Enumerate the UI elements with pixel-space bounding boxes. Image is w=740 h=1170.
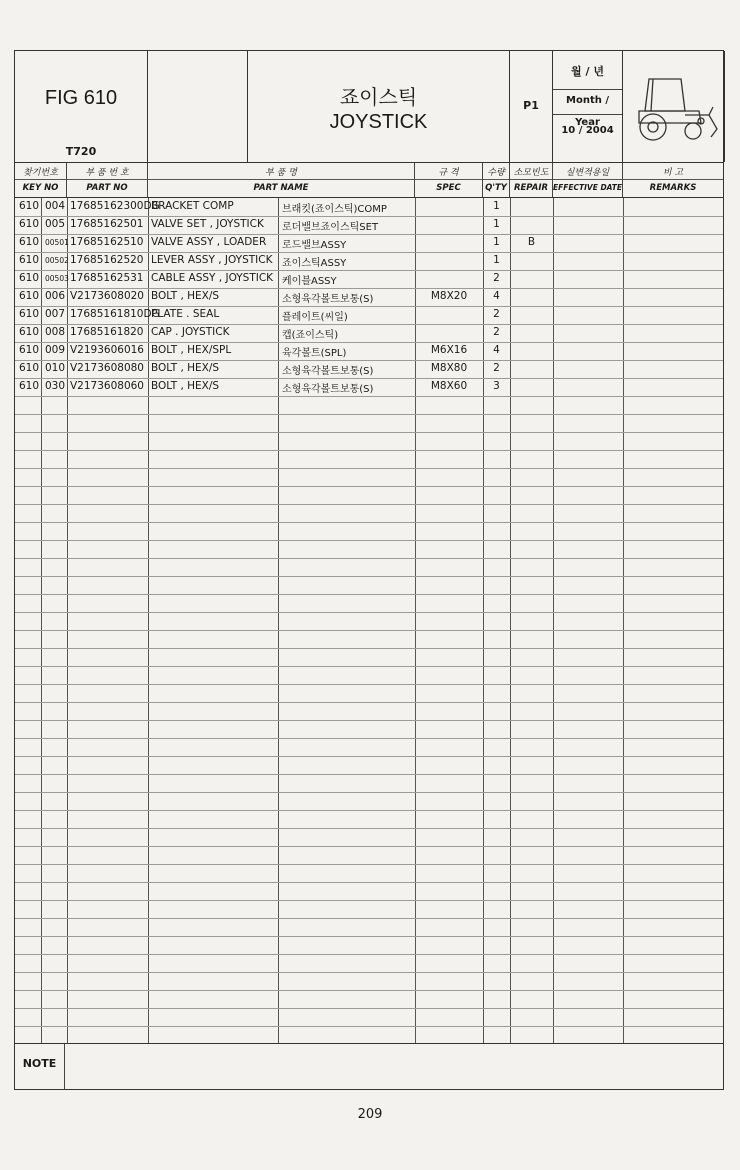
part-name: VALVE ASSY , LOADER (151, 236, 267, 248)
part-name-korean: 캡(죠이스틱) (282, 330, 339, 341)
fig-number: 610 (19, 290, 40, 302)
quantity: 2 (493, 308, 500, 320)
part-name: PLATE . SEAL (151, 308, 220, 320)
key-number: 00502 (45, 256, 69, 265)
table-row (15, 324, 723, 342)
quantity: 2 (493, 362, 500, 374)
table-row (15, 360, 723, 378)
part-number: 17685161810DG (70, 308, 160, 320)
key-number: 009 (45, 344, 66, 356)
key-number: 00501 (45, 238, 69, 247)
title-english: JOYSTICK (329, 111, 428, 133)
fig-number: 610 (19, 200, 40, 212)
fig-number: 610 (19, 380, 40, 392)
month-year-korean: 월 / 년 (571, 65, 604, 78)
quantity: 1 (493, 254, 500, 266)
col-effective-date: 실변적용일 EFFECTIVE DATE (553, 163, 623, 197)
part-name: LEVER ASSY , JOYSTICK (151, 254, 273, 266)
part-number: 17685162501 (70, 218, 144, 230)
spec: M8X20 (430, 290, 468, 302)
tractor-with-loader-icon (629, 71, 721, 143)
key-number: 030 (45, 380, 66, 392)
key-number: 004 (45, 200, 66, 212)
part-name-korean: 로더밸브죠이스틱SET (282, 222, 379, 233)
tractor-box (623, 51, 725, 162)
part-number: 17685162510 (70, 236, 144, 248)
quantity: 3 (493, 380, 500, 392)
note-label: NOTE (15, 1044, 65, 1089)
fig-number: 610 (19, 362, 40, 374)
part-number: 17685162300DG (70, 200, 160, 212)
table-row (15, 198, 723, 216)
quantity: 2 (493, 272, 500, 284)
col-key-no: 찾기번호 KEY NO (15, 163, 67, 197)
parts-rows (15, 198, 723, 396)
table-row (15, 270, 723, 288)
show-through-box (148, 51, 248, 162)
fig-number: 610 (19, 236, 40, 248)
col-part-no: 부 품 번 호 PART NO (67, 163, 148, 197)
table-row (15, 288, 723, 306)
key-number: 006 (45, 290, 66, 302)
fig-number: 610 (19, 308, 40, 320)
fig-number: 610 (19, 254, 40, 266)
spec: M6X16 (430, 344, 468, 356)
part-name-korean: 소형육각볼트보통(S) (282, 366, 374, 377)
table-row (15, 216, 723, 234)
title-box (248, 51, 510, 162)
quantity: 4 (493, 290, 500, 302)
part-name: BOLT , HEX/SPL (151, 344, 232, 356)
key-number: 008 (45, 326, 66, 338)
quantity: 1 (493, 236, 500, 248)
key-number: 007 (45, 308, 66, 320)
page-box (510, 51, 553, 162)
part-name: BOLT , HEX/S (151, 380, 220, 392)
parts-sheet (14, 50, 724, 1090)
note-box (15, 1043, 723, 1089)
parts-table (15, 198, 723, 1043)
fig-number: 610 (19, 344, 40, 356)
part-name: BOLT , HEX/S (151, 290, 220, 302)
part-number: V2173608020 (70, 290, 144, 302)
col-qty: 수량 Q'TY (483, 163, 510, 197)
part-number: 17685162531 (70, 272, 144, 284)
part-name: BRACKET COMP (151, 200, 234, 212)
table-row (15, 378, 723, 396)
part-name: VALVE SET , JOYSTICK (151, 218, 264, 230)
part-name: BOLT , HEX/S (151, 362, 220, 374)
quantity: 2 (493, 326, 500, 338)
fig-number: 610 (19, 326, 40, 338)
part-number: 17685161820 (70, 326, 144, 338)
month-year-label: Month / Year (553, 89, 622, 115)
part-name-korean: 로드밸브ASSY (282, 240, 347, 251)
key-number: 010 (45, 362, 66, 374)
fig-box (15, 51, 148, 162)
col-repair: 소모빈도 REPAIR (510, 163, 553, 197)
key-number: 005 (45, 218, 66, 230)
sheet-header (15, 51, 723, 163)
title-korean: 죠이스틱 (339, 85, 418, 109)
page-label: P1 (523, 99, 539, 112)
table-row (15, 342, 723, 360)
part-name-korean: 소형육각볼트보통(S) (282, 384, 374, 395)
quantity: 1 (493, 218, 500, 230)
table-row (15, 252, 723, 270)
col-part-name: 부 품 명 PART NAME (148, 163, 415, 197)
col-remarks: 비 고 REMARKS (623, 163, 723, 197)
table-row (15, 234, 723, 252)
date-value: 10 / 2004 (561, 125, 614, 136)
part-number: V2173608060 (70, 380, 144, 392)
part-number: V2193606016 (70, 344, 144, 356)
key-number: 00503 (45, 274, 69, 283)
col-spec: 규 격 SPEC (415, 163, 483, 197)
part-name-korean: 육각볼트(SPL) (282, 348, 347, 359)
table-row (15, 306, 723, 324)
spec: M8X80 (430, 362, 468, 374)
part-name-korean: 죠이스틱ASSY (282, 258, 347, 269)
fig-title: FIG 610 (44, 87, 118, 109)
repair-code: B (527, 236, 536, 248)
fig-number: 610 (19, 272, 40, 284)
part-name-korean: 브래킷(죠이스틱)COMP (282, 204, 387, 215)
quantity: 1 (493, 200, 500, 212)
part-name: CABLE ASSY , JOYSTICK (151, 272, 274, 284)
part-name: CAP . JOYSTICK (151, 326, 230, 338)
part-name-korean: 플레이트(씨일) (282, 312, 348, 323)
page-number: 209 (357, 1107, 383, 1122)
quantity: 4 (493, 344, 500, 356)
date-box (553, 51, 623, 162)
part-number: 17685162520 (70, 254, 144, 266)
part-name-korean: 케이블ASSY (282, 276, 337, 287)
part-name-korean: 소형육각볼트보통(S) (282, 294, 374, 305)
spec: M8X60 (430, 380, 468, 392)
column-header (15, 163, 723, 198)
model-label: T720 (65, 145, 97, 158)
part-number: V2173608080 (70, 362, 144, 374)
fig-number: 610 (19, 218, 40, 230)
